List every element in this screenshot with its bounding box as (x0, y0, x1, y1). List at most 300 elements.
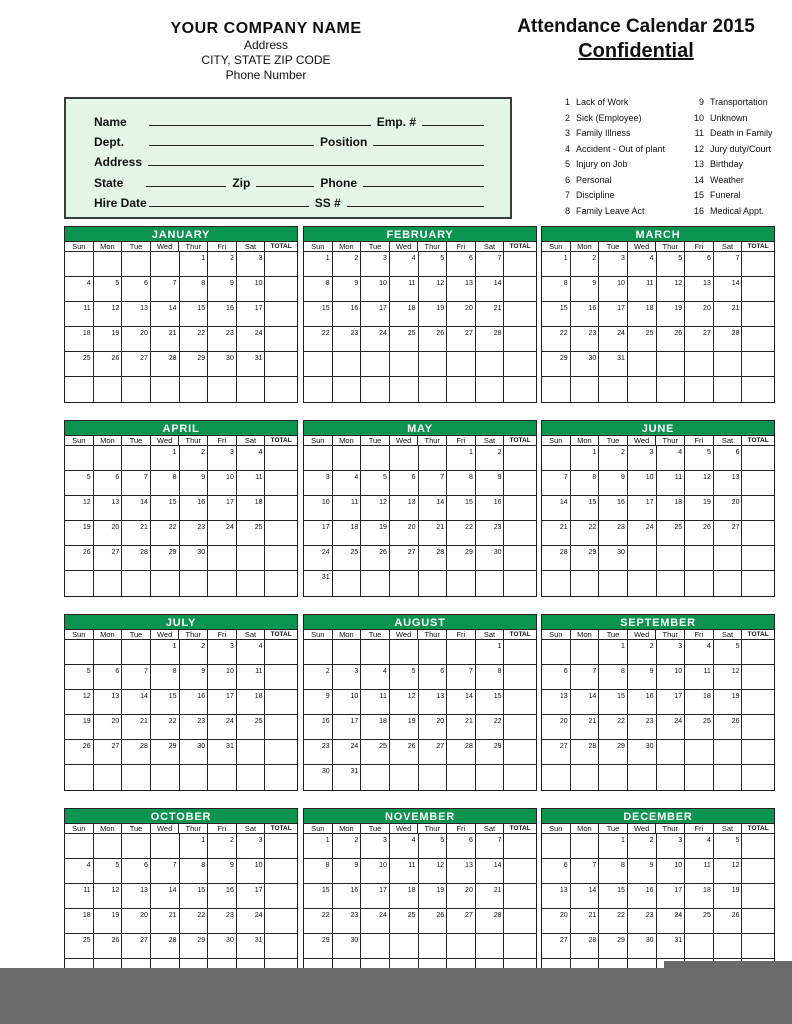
day-cell[interactable]: 23 (476, 521, 505, 545)
day-cell[interactable]: 1 (571, 446, 600, 470)
empty-day-cell[interactable] (208, 765, 237, 790)
day-cell[interactable]: 27 (714, 521, 743, 545)
day-cell[interactable]: 12 (94, 302, 123, 326)
day-cell[interactable]: 29 (476, 740, 505, 764)
day-cell[interactable]: 15 (151, 496, 180, 520)
day-cell[interactable]: 30 (571, 352, 600, 376)
day-cell[interactable]: 12 (390, 690, 419, 714)
day-cell[interactable]: 15 (180, 884, 209, 908)
day-cell[interactable]: 18 (685, 690, 714, 714)
empty-day-cell[interactable] (571, 640, 600, 664)
day-cell[interactable]: 6 (685, 252, 714, 276)
empty-day-cell[interactable] (542, 571, 571, 596)
week-total-cell[interactable] (265, 665, 296, 689)
day-cell[interactable]: 17 (657, 690, 686, 714)
day-cell[interactable]: 27 (122, 934, 151, 958)
empty-day-cell[interactable] (361, 377, 390, 402)
empty-day-cell[interactable] (361, 765, 390, 790)
day-cell[interactable]: 23 (628, 909, 657, 933)
day-cell[interactable]: 28 (151, 934, 180, 958)
day-cell[interactable]: 5 (714, 834, 743, 858)
day-cell[interactable]: 14 (151, 884, 180, 908)
empty-day-cell[interactable] (361, 934, 390, 958)
day-cell[interactable]: 28 (542, 546, 571, 570)
day-cell[interactable]: 22 (542, 327, 571, 351)
day-cell[interactable]: 15 (304, 302, 333, 326)
empty-day-cell[interactable] (714, 546, 743, 570)
day-cell[interactable]: 3 (628, 446, 657, 470)
empty-day-cell[interactable] (657, 571, 686, 596)
week-total-cell[interactable] (742, 909, 773, 933)
day-cell[interactable]: 5 (65, 471, 94, 495)
day-cell[interactable]: 27 (447, 327, 476, 351)
day-cell[interactable]: 14 (151, 302, 180, 326)
empty-day-cell[interactable] (361, 640, 390, 664)
day-cell[interactable]: 19 (94, 909, 123, 933)
week-total-cell[interactable] (742, 377, 773, 402)
empty-day-cell[interactable] (65, 765, 94, 790)
day-cell[interactable]: 29 (151, 740, 180, 764)
day-cell[interactable]: 6 (390, 471, 419, 495)
empty-day-cell[interactable] (390, 765, 419, 790)
week-total-cell[interactable] (265, 834, 296, 858)
day-cell[interactable]: 16 (180, 496, 209, 520)
day-cell[interactable]: 5 (419, 834, 448, 858)
day-cell[interactable]: 12 (714, 859, 743, 883)
day-cell[interactable]: 12 (419, 859, 448, 883)
day-cell[interactable]: 2 (333, 834, 362, 858)
empty-day-cell[interactable] (419, 934, 448, 958)
day-cell[interactable]: 20 (542, 715, 571, 739)
day-cell[interactable]: 2 (599, 446, 628, 470)
day-cell[interactable]: 25 (685, 715, 714, 739)
empty-day-cell[interactable] (65, 252, 94, 276)
day-cell[interactable]: 1 (151, 640, 180, 664)
empty-day-cell[interactable] (390, 377, 419, 402)
day-cell[interactable]: 11 (390, 859, 419, 883)
day-cell[interactable]: 14 (122, 496, 151, 520)
empty-day-cell[interactable] (333, 352, 362, 376)
day-cell[interactable]: 3 (361, 834, 390, 858)
week-total-cell[interactable] (742, 934, 773, 958)
week-total-cell[interactable] (504, 690, 535, 714)
day-cell[interactable]: 30 (628, 934, 657, 958)
day-cell[interactable]: 9 (180, 665, 209, 689)
day-cell[interactable]: 8 (571, 471, 600, 495)
empty-day-cell[interactable] (390, 571, 419, 596)
empty-day-cell[interactable] (237, 571, 266, 596)
day-cell[interactable]: 16 (208, 884, 237, 908)
day-cell[interactable]: 17 (361, 884, 390, 908)
day-cell[interactable]: 4 (361, 665, 390, 689)
empty-day-cell[interactable] (447, 934, 476, 958)
day-cell[interactable]: 21 (122, 521, 151, 545)
day-cell[interactable]: 29 (599, 740, 628, 764)
day-cell[interactable]: 15 (180, 302, 209, 326)
week-total-cell[interactable] (504, 277, 535, 301)
empty-day-cell[interactable] (304, 352, 333, 376)
day-cell[interactable]: 18 (390, 302, 419, 326)
empty-day-cell[interactable] (390, 446, 419, 470)
day-cell[interactable]: 20 (122, 327, 151, 351)
day-cell[interactable]: 10 (333, 690, 362, 714)
empty-day-cell[interactable] (122, 571, 151, 596)
day-cell[interactable]: 9 (180, 471, 209, 495)
empty-day-cell[interactable] (571, 834, 600, 858)
empty-day-cell[interactable] (333, 446, 362, 470)
week-total-cell[interactable] (742, 665, 773, 689)
day-cell[interactable]: 6 (542, 665, 571, 689)
empty-day-cell[interactable] (685, 765, 714, 790)
day-cell[interactable]: 3 (208, 446, 237, 470)
empty-day-cell[interactable] (333, 377, 362, 402)
day-cell[interactable]: 29 (542, 352, 571, 376)
day-cell[interactable]: 7 (122, 471, 151, 495)
week-total-cell[interactable] (504, 352, 535, 376)
day-cell[interactable]: 28 (419, 546, 448, 570)
week-total-cell[interactable] (504, 496, 535, 520)
day-cell[interactable]: 17 (599, 302, 628, 326)
day-cell[interactable]: 27 (685, 327, 714, 351)
day-cell[interactable]: 2 (476, 446, 505, 470)
day-cell[interactable]: 9 (208, 277, 237, 301)
day-cell[interactable]: 11 (237, 471, 266, 495)
day-cell[interactable]: 22 (304, 327, 333, 351)
day-cell[interactable]: 9 (571, 277, 600, 301)
day-cell[interactable]: 19 (94, 327, 123, 351)
day-cell[interactable]: 23 (180, 715, 209, 739)
day-cell[interactable]: 24 (237, 909, 266, 933)
day-cell[interactable]: 3 (657, 640, 686, 664)
week-total-cell[interactable] (742, 327, 773, 351)
day-cell[interactable]: 17 (304, 521, 333, 545)
day-cell[interactable]: 20 (122, 909, 151, 933)
empty-day-cell[interactable] (542, 446, 571, 470)
empty-day-cell[interactable] (304, 446, 333, 470)
day-cell[interactable]: 12 (657, 277, 686, 301)
day-cell[interactable]: 6 (94, 471, 123, 495)
day-cell[interactable]: 17 (628, 496, 657, 520)
empty-day-cell[interactable] (628, 571, 657, 596)
day-cell[interactable]: 29 (151, 546, 180, 570)
day-cell[interactable]: 10 (361, 277, 390, 301)
day-cell[interactable]: 12 (419, 277, 448, 301)
day-cell[interactable]: 15 (476, 690, 505, 714)
day-cell[interactable]: 4 (65, 859, 94, 883)
day-cell[interactable]: 30 (599, 546, 628, 570)
day-cell[interactable]: 26 (685, 521, 714, 545)
day-cell[interactable]: 8 (180, 859, 209, 883)
day-cell[interactable]: 27 (390, 546, 419, 570)
day-cell[interactable]: 26 (94, 352, 123, 376)
empty-day-cell[interactable] (714, 934, 743, 958)
day-cell[interactable]: 3 (657, 834, 686, 858)
day-cell[interactable]: 19 (714, 690, 743, 714)
empty-day-cell[interactable] (237, 546, 266, 570)
day-cell[interactable]: 21 (476, 302, 505, 326)
day-cell[interactable]: 15 (447, 496, 476, 520)
day-cell[interactable]: 25 (65, 352, 94, 376)
week-total-cell[interactable] (742, 834, 773, 858)
day-cell[interactable]: 8 (599, 665, 628, 689)
day-cell[interactable]: 23 (208, 909, 237, 933)
day-cell[interactable]: 13 (447, 859, 476, 883)
empty-day-cell[interactable] (685, 740, 714, 764)
hire-date-field[interactable] (149, 206, 309, 207)
empty-day-cell[interactable] (94, 252, 123, 276)
day-cell[interactable]: 30 (208, 352, 237, 376)
day-cell[interactable]: 23 (599, 521, 628, 545)
day-cell[interactable]: 27 (94, 546, 123, 570)
day-cell[interactable]: 29 (180, 352, 209, 376)
day-cell[interactable]: 25 (657, 521, 686, 545)
day-cell[interactable]: 3 (237, 834, 266, 858)
day-cell[interactable]: 8 (151, 665, 180, 689)
day-cell[interactable]: 1 (542, 252, 571, 276)
empty-day-cell[interactable] (657, 377, 686, 402)
day-cell[interactable]: 8 (599, 859, 628, 883)
day-cell[interactable]: 26 (657, 327, 686, 351)
day-cell[interactable]: 31 (208, 740, 237, 764)
week-total-cell[interactable] (504, 471, 535, 495)
day-cell[interactable]: 19 (65, 521, 94, 545)
day-cell[interactable]: 12 (714, 665, 743, 689)
day-cell[interactable]: 7 (571, 665, 600, 689)
day-cell[interactable]: 24 (361, 327, 390, 351)
week-total-cell[interactable] (504, 571, 535, 596)
day-cell[interactable]: 25 (390, 327, 419, 351)
day-cell[interactable]: 30 (333, 934, 362, 958)
empty-day-cell[interactable] (628, 352, 657, 376)
day-cell[interactable]: 7 (151, 277, 180, 301)
week-total-cell[interactable] (742, 765, 773, 790)
day-cell[interactable]: 13 (685, 277, 714, 301)
day-cell[interactable]: 8 (304, 277, 333, 301)
empty-day-cell[interactable] (65, 640, 94, 664)
day-cell[interactable]: 21 (447, 715, 476, 739)
day-cell[interactable]: 10 (304, 496, 333, 520)
day-cell[interactable]: 7 (476, 834, 505, 858)
day-cell[interactable]: 16 (333, 302, 362, 326)
week-total-cell[interactable] (504, 909, 535, 933)
empty-day-cell[interactable] (714, 765, 743, 790)
day-cell[interactable]: 25 (65, 934, 94, 958)
day-cell[interactable]: 24 (657, 909, 686, 933)
week-total-cell[interactable] (265, 690, 296, 714)
day-cell[interactable]: 7 (476, 252, 505, 276)
day-cell[interactable]: 17 (208, 496, 237, 520)
day-cell[interactable]: 25 (237, 521, 266, 545)
week-total-cell[interactable] (742, 496, 773, 520)
day-cell[interactable]: 22 (180, 327, 209, 351)
day-cell[interactable]: 4 (685, 640, 714, 664)
day-cell[interactable]: 27 (122, 352, 151, 376)
day-cell[interactable]: 23 (180, 521, 209, 545)
empty-day-cell[interactable] (571, 571, 600, 596)
day-cell[interactable]: 4 (685, 834, 714, 858)
day-cell[interactable]: 19 (685, 496, 714, 520)
day-cell[interactable]: 5 (390, 665, 419, 689)
day-cell[interactable]: 24 (333, 740, 362, 764)
day-cell[interactable]: 18 (361, 715, 390, 739)
day-cell[interactable]: 20 (94, 715, 123, 739)
day-cell[interactable]: 20 (390, 521, 419, 545)
week-total-cell[interactable] (504, 640, 535, 664)
week-total-cell[interactable] (265, 765, 296, 790)
week-total-cell[interactable] (504, 740, 535, 764)
day-cell[interactable]: 6 (122, 859, 151, 883)
day-cell[interactable]: 13 (94, 690, 123, 714)
day-cell[interactable]: 11 (628, 277, 657, 301)
day-cell[interactable]: 14 (571, 690, 600, 714)
day-cell[interactable]: 6 (94, 665, 123, 689)
day-cell[interactable]: 5 (361, 471, 390, 495)
day-cell[interactable]: 6 (542, 859, 571, 883)
day-cell[interactable]: 13 (390, 496, 419, 520)
week-total-cell[interactable] (742, 546, 773, 570)
week-total-cell[interactable] (742, 740, 773, 764)
empty-day-cell[interactable] (122, 765, 151, 790)
week-total-cell[interactable] (265, 252, 296, 276)
day-cell[interactable]: 29 (447, 546, 476, 570)
day-cell[interactable]: 1 (599, 834, 628, 858)
day-cell[interactable]: 5 (419, 252, 448, 276)
day-cell[interactable]: 14 (122, 690, 151, 714)
day-cell[interactable]: 1 (447, 446, 476, 470)
day-cell[interactable]: 25 (237, 715, 266, 739)
day-cell[interactable]: 17 (237, 302, 266, 326)
empty-day-cell[interactable] (237, 765, 266, 790)
empty-day-cell[interactable] (628, 765, 657, 790)
week-total-cell[interactable] (504, 377, 535, 402)
day-cell[interactable]: 14 (714, 277, 743, 301)
empty-day-cell[interactable] (65, 571, 94, 596)
empty-day-cell[interactable] (65, 446, 94, 470)
day-cell[interactable]: 22 (447, 521, 476, 545)
day-cell[interactable]: 14 (571, 884, 600, 908)
day-cell[interactable]: 21 (151, 909, 180, 933)
day-cell[interactable]: 13 (447, 277, 476, 301)
week-total-cell[interactable] (742, 690, 773, 714)
day-cell[interactable]: 24 (361, 909, 390, 933)
empty-day-cell[interactable] (419, 765, 448, 790)
day-cell[interactable]: 27 (94, 740, 123, 764)
day-cell[interactable]: 31 (657, 934, 686, 958)
empty-day-cell[interactable] (419, 377, 448, 402)
day-cell[interactable]: 6 (447, 834, 476, 858)
day-cell[interactable]: 20 (447, 884, 476, 908)
day-cell[interactable]: 18 (685, 884, 714, 908)
day-cell[interactable]: 29 (304, 934, 333, 958)
empty-day-cell[interactable] (571, 765, 600, 790)
day-cell[interactable]: 2 (208, 834, 237, 858)
empty-day-cell[interactable] (333, 571, 362, 596)
day-cell[interactable]: 4 (333, 471, 362, 495)
day-cell[interactable]: 27 (542, 934, 571, 958)
empty-day-cell[interactable] (476, 934, 505, 958)
day-cell[interactable]: 23 (571, 327, 600, 351)
day-cell[interactable]: 13 (714, 471, 743, 495)
day-cell[interactable]: 14 (476, 859, 505, 883)
day-cell[interactable]: 14 (447, 690, 476, 714)
day-cell[interactable]: 31 (237, 352, 266, 376)
empty-day-cell[interactable] (447, 352, 476, 376)
day-cell[interactable]: 1 (476, 640, 505, 664)
week-total-cell[interactable] (265, 521, 296, 545)
day-cell[interactable]: 23 (628, 715, 657, 739)
empty-day-cell[interactable] (94, 834, 123, 858)
empty-day-cell[interactable] (65, 377, 94, 402)
empty-day-cell[interactable] (390, 352, 419, 376)
day-cell[interactable]: 15 (542, 302, 571, 326)
day-cell[interactable]: 19 (390, 715, 419, 739)
day-cell[interactable]: 19 (714, 884, 743, 908)
empty-day-cell[interactable] (685, 571, 714, 596)
day-cell[interactable]: 10 (628, 471, 657, 495)
day-cell[interactable]: 14 (419, 496, 448, 520)
day-cell[interactable]: 10 (599, 277, 628, 301)
empty-day-cell[interactable] (657, 546, 686, 570)
empty-day-cell[interactable] (685, 934, 714, 958)
day-cell[interactable]: 16 (304, 715, 333, 739)
day-cell[interactable]: 31 (237, 934, 266, 958)
week-total-cell[interactable] (742, 859, 773, 883)
day-cell[interactable]: 10 (237, 859, 266, 883)
empty-day-cell[interactable] (542, 377, 571, 402)
empty-day-cell[interactable] (447, 640, 476, 664)
day-cell[interactable]: 28 (122, 546, 151, 570)
day-cell[interactable]: 13 (542, 884, 571, 908)
day-cell[interactable]: 11 (685, 665, 714, 689)
day-cell[interactable]: 10 (208, 665, 237, 689)
day-cell[interactable]: 15 (599, 884, 628, 908)
empty-day-cell[interactable] (122, 377, 151, 402)
week-total-cell[interactable] (504, 252, 535, 276)
day-cell[interactable]: 28 (714, 327, 743, 351)
day-cell[interactable]: 2 (304, 665, 333, 689)
day-cell[interactable]: 21 (151, 327, 180, 351)
day-cell[interactable]: 21 (571, 715, 600, 739)
day-cell[interactable]: 14 (476, 277, 505, 301)
week-total-cell[interactable] (265, 446, 296, 470)
day-cell[interactable]: 5 (714, 640, 743, 664)
day-cell[interactable]: 26 (419, 327, 448, 351)
empty-day-cell[interactable] (237, 377, 266, 402)
day-cell[interactable]: 10 (208, 471, 237, 495)
day-cell[interactable]: 24 (599, 327, 628, 351)
day-cell[interactable]: 16 (628, 884, 657, 908)
day-cell[interactable]: 13 (122, 302, 151, 326)
week-total-cell[interactable] (265, 740, 296, 764)
empty-day-cell[interactable] (685, 546, 714, 570)
empty-day-cell[interactable] (122, 640, 151, 664)
day-cell[interactable]: 26 (361, 546, 390, 570)
empty-day-cell[interactable] (122, 446, 151, 470)
day-cell[interactable]: 17 (361, 302, 390, 326)
day-cell[interactable]: 19 (361, 521, 390, 545)
day-cell[interactable]: 24 (628, 521, 657, 545)
day-cell[interactable]: 5 (94, 859, 123, 883)
day-cell[interactable]: 1 (180, 834, 209, 858)
day-cell[interactable]: 27 (542, 740, 571, 764)
day-cell[interactable]: 20 (419, 715, 448, 739)
day-cell[interactable]: 2 (208, 252, 237, 276)
day-cell[interactable]: 9 (333, 277, 362, 301)
day-cell[interactable]: 22 (599, 715, 628, 739)
empty-day-cell[interactable] (476, 765, 505, 790)
empty-day-cell[interactable] (333, 640, 362, 664)
day-cell[interactable]: 6 (122, 277, 151, 301)
